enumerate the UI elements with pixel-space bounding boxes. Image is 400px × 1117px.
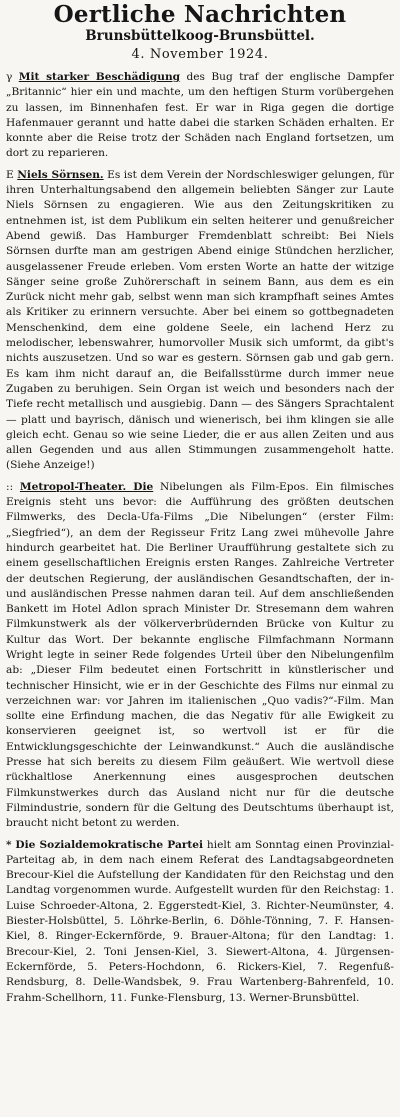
masthead (6, 2, 394, 63)
article-marker: :: (6, 480, 14, 493)
article-body: hielt am Sonntag einen Provinzial-Parteitag ab, in dem nach einem Referat des Landtagsabgeordneten Brecour-Kiel die Aufstellung der Kandidaten für den Reichstag und den Landtag vorgenommen wurde. Aufgestellt wurden für den Reichstag: 1. Luise Schroeder-Altona, 2. Eggerstedt-Kiel, 3. Richter-Neumünster, 4. Biester-Holsbüttel, 5. Löhrke-Berlin, 6. Döhle-Tönning, 7. F. Hansen-Kiel, 8. Ringer-Eckernförde, 9. Brauer-Altona; für den Landtag: 1. Brecour-Kiel, 2. Toni Jensen-Kiel, 3. Siewert-Altona, 4. Jürgensen-Eckernförde, 5. Peters-Hochdonn, 6. Rickers-Kiel, 7. Regenfuß-Rendsburg, 8. Delle-Wandsbek, 9. Frau Wartenberg-Bahrenfeld, 10. Frahm-Schellhorn, 11. Funke-Flensburg, 13. Werner-Brunsbüttel. (6, 838, 394, 1004)
article-keyword: Die Sozialdemokratische Partei (15, 838, 204, 851)
article-metropol-theater (6, 480, 394, 832)
section-title: Oertliche Nachrichten (53, 1, 347, 28)
article-social-democrats (6, 838, 394, 1006)
article-keyword: Mit starker Beschädigung (18, 71, 181, 83)
article-keyword: Niels Sörnsen. (17, 168, 104, 181)
article-body: des Bug traf der englische Dampfer „Britannic“ hier ein und machte, um den heftigen Sturm vorübergehen zu lassen, im Binnenhafen fest. Er war in Riga gegen die dortige Hafenmauer gerannt und hatte dabei die starken Schäden erhalten. Er konnte aber die Reise trotz der Schäden nach England fortsetzen, um dort zu reparieren. (6, 71, 394, 160)
article-niels-soernsen (6, 168, 394, 474)
article-ship-damage (6, 70, 394, 162)
issue-date: 4. November 1924. (131, 47, 269, 62)
article-marker: * (6, 838, 12, 851)
section-subtitle: Brunsbüttelkoog-Brunsbüttel. (85, 28, 315, 44)
article-marker: E (6, 168, 14, 181)
article-body: Nibelungen als Film-Epos. Ein filmisches Ereignis steht uns bevor: die Aufführung des größten deutschen Filmwerks, des Decla-Ufa-Films „Die Nibelungen“ (erster Film: „Siegfried“), an dem der Regisseur Fritz Lang zwei mühevolle Jahre hindurch gearbeitet hat. Die Berliner Uraufführung gestaltete sich zu einem gesellschaftlichen Ereignis ersten Ranges. Zahlreiche Vertreter der deutschen Regierung, der ausländischen Gesandtschaften, der in- und ausländischen Presse nahmen daran teil. Auf dem anschließenden Bankett im Hotel Adlon sprach Minister Dr. Stresemann dem wahren Filmkunstwerk als der völkerverbrüdernden Brücke von Kultur zu Kultur das Wort. Der bekannte englische Filmfachmann Normann Wright legte in seiner Rede folgendes Urteil über den Nibelungenfilm ab: „Dieser Film bedeutet einen Fortschritt in künstlerischer und technischer Hinsicht, wie er in der Geschichte des Films nur einmal zu verzeichnen war: vor Jahren im italienischen „Quo vadis?“-Film. Man sollte eine Erfindung machen, die das Negativ für alle Ewigkeit zu konservieren geeignet ist, so wertvoll ist er für die Entwicklungsgeschichte der Leinwandkunst.“ Auch die ausländische Presse hat sich bereits zu diesem Film geäußert. Wie wertvoll diese rückhaltlose Anerkennung eines ausgesprochen deutschen Filmkunstwerkes durch das Ausland nicht nur für die deutsche Filmindustrie, sondern für die Geltung des Deutschtums überhaupt ist, braucht nicht betont zu werden. (6, 480, 394, 830)
article-marker: γ (6, 71, 13, 83)
article-keyword: Metropol-Theater. Die (19, 480, 154, 493)
article-body: Es ist dem Verein der Nordschleswiger gelungen, für ihren Unterhaltungsabend den allgemein beliebten Sänger zur Laute Niels Sörnsen zu engagieren. Wie aus den Zeitungskritiken zu entnehmen ist, ist dem Publikum ein selten heiterer und genußreicher Abend gewiß. Das Hamburger Fremdenblatt schreibt: Bei Niels Sörnsen durfte man am gestrigen Abend einige Stündchen herzlicher, ausgelassener Freude erleben. Vom ersten Worte an hatte der witzige Sänger seine große Zuhörerschaft in seinem Bann, aus dem es ein Zurück nicht mehr gab, selbst wenn man sich krampfhaft seines Amtes als Kritiker zu erinnern versuchte. Aber bei einem so gottbegnadeten Menschenkind, dem eine goldene Seele, ein lachend Herz zu melodischer, lebenswahrer, humorvoller Musik sich umformt, da gibt's nichts auszusetzen. Und so war es gestern. Sörnsen gab und gab gern. Es kam ihm nicht darauf an, die Beifallsstürme durch immer neue Zugaben zu beruhigen. Sein Organ ist weich und besonders nach der Tiefe recht metallisch und ausgiebig. Dann — des Sängers Sprachtalent — platt und bayrisch, dänisch und wienerisch, bei ihm klingen sie alle gleich echt. Genau so wie seine Lieder, die er aus allen Zeiten und aus allen Gegenden und aus allen Stimmungen zusammengeholt hatte. (Siehe Anzeige!) (6, 168, 394, 472)
